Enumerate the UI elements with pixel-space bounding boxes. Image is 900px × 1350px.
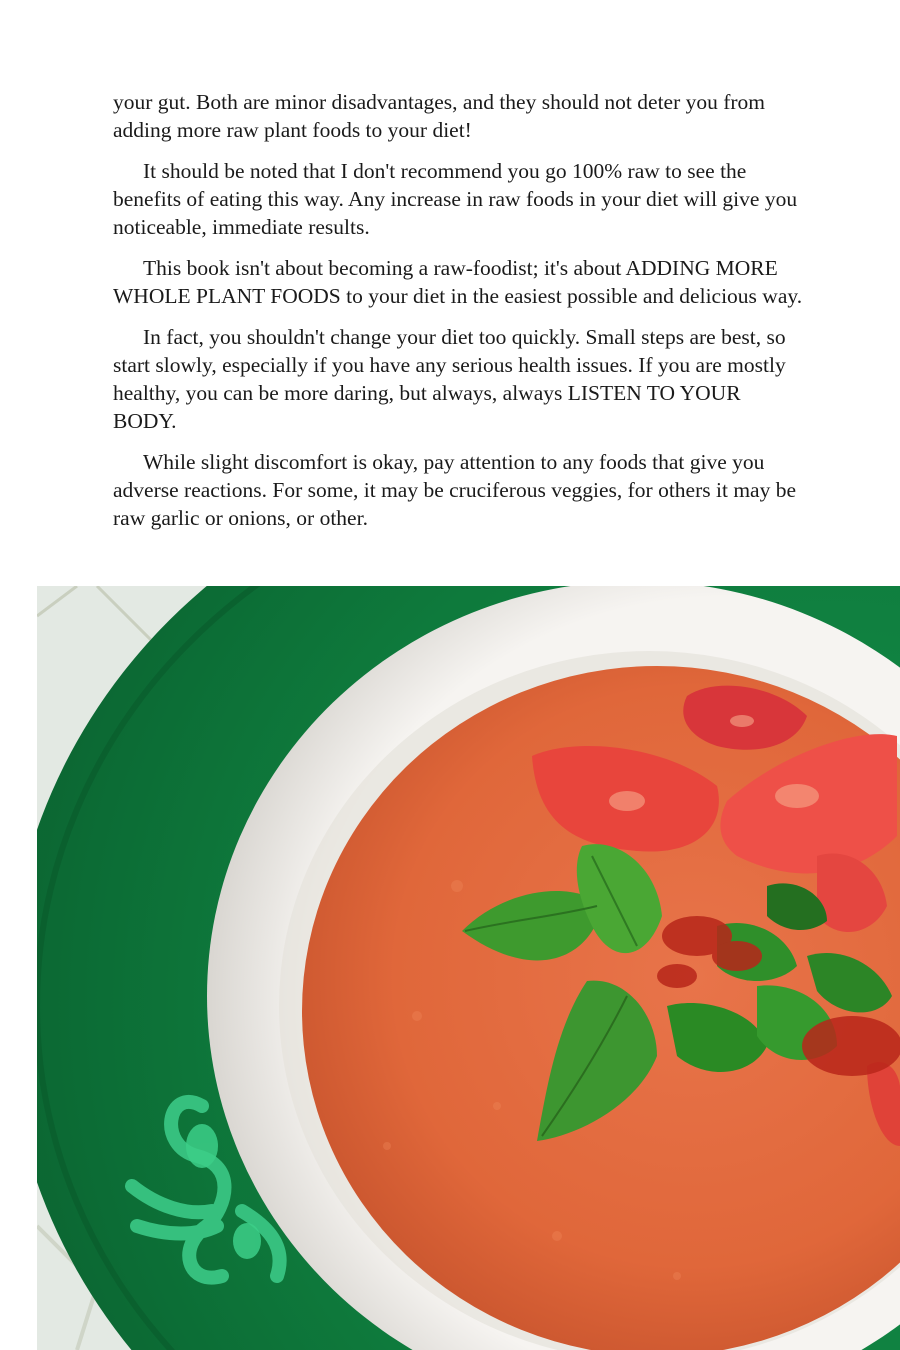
body-text	[113, 88, 803, 545]
soup-illustration	[37, 586, 900, 1350]
paragraph-1: your gut. Both are minor disadvantages, and they should not deter you from adding more raw plant foods to your diet!	[113, 90, 766, 142]
paragraph-5: While slight discomfort is okay, pay attention to any foods that give you adverse reactions. For some, it may be cruciferous veggies, for others it may be raw garlic or onions, or other.	[113, 450, 797, 530]
soup-photo	[37, 586, 900, 1350]
paragraph-2: It should be noted that I don't recommend you go 100% raw to see the benefits of eating this way. Any increase in raw foods in your diet will give you noticeable, immediate results.	[113, 159, 798, 239]
paragraph-4: In fact, you shouldn't change your diet too quickly. Small steps are best, so start slowly, especially if you have any serious health issues. If you are mostly healthy, you can be more daring, but always, always LISTEN TO YOUR BODY.	[113, 325, 786, 433]
paragraph-3: This book isn't about becoming a raw-foodist; it's about ADDING MORE WHOLE PLANT FOODS to your diet in the easiest possible and delicious way.	[113, 256, 803, 308]
